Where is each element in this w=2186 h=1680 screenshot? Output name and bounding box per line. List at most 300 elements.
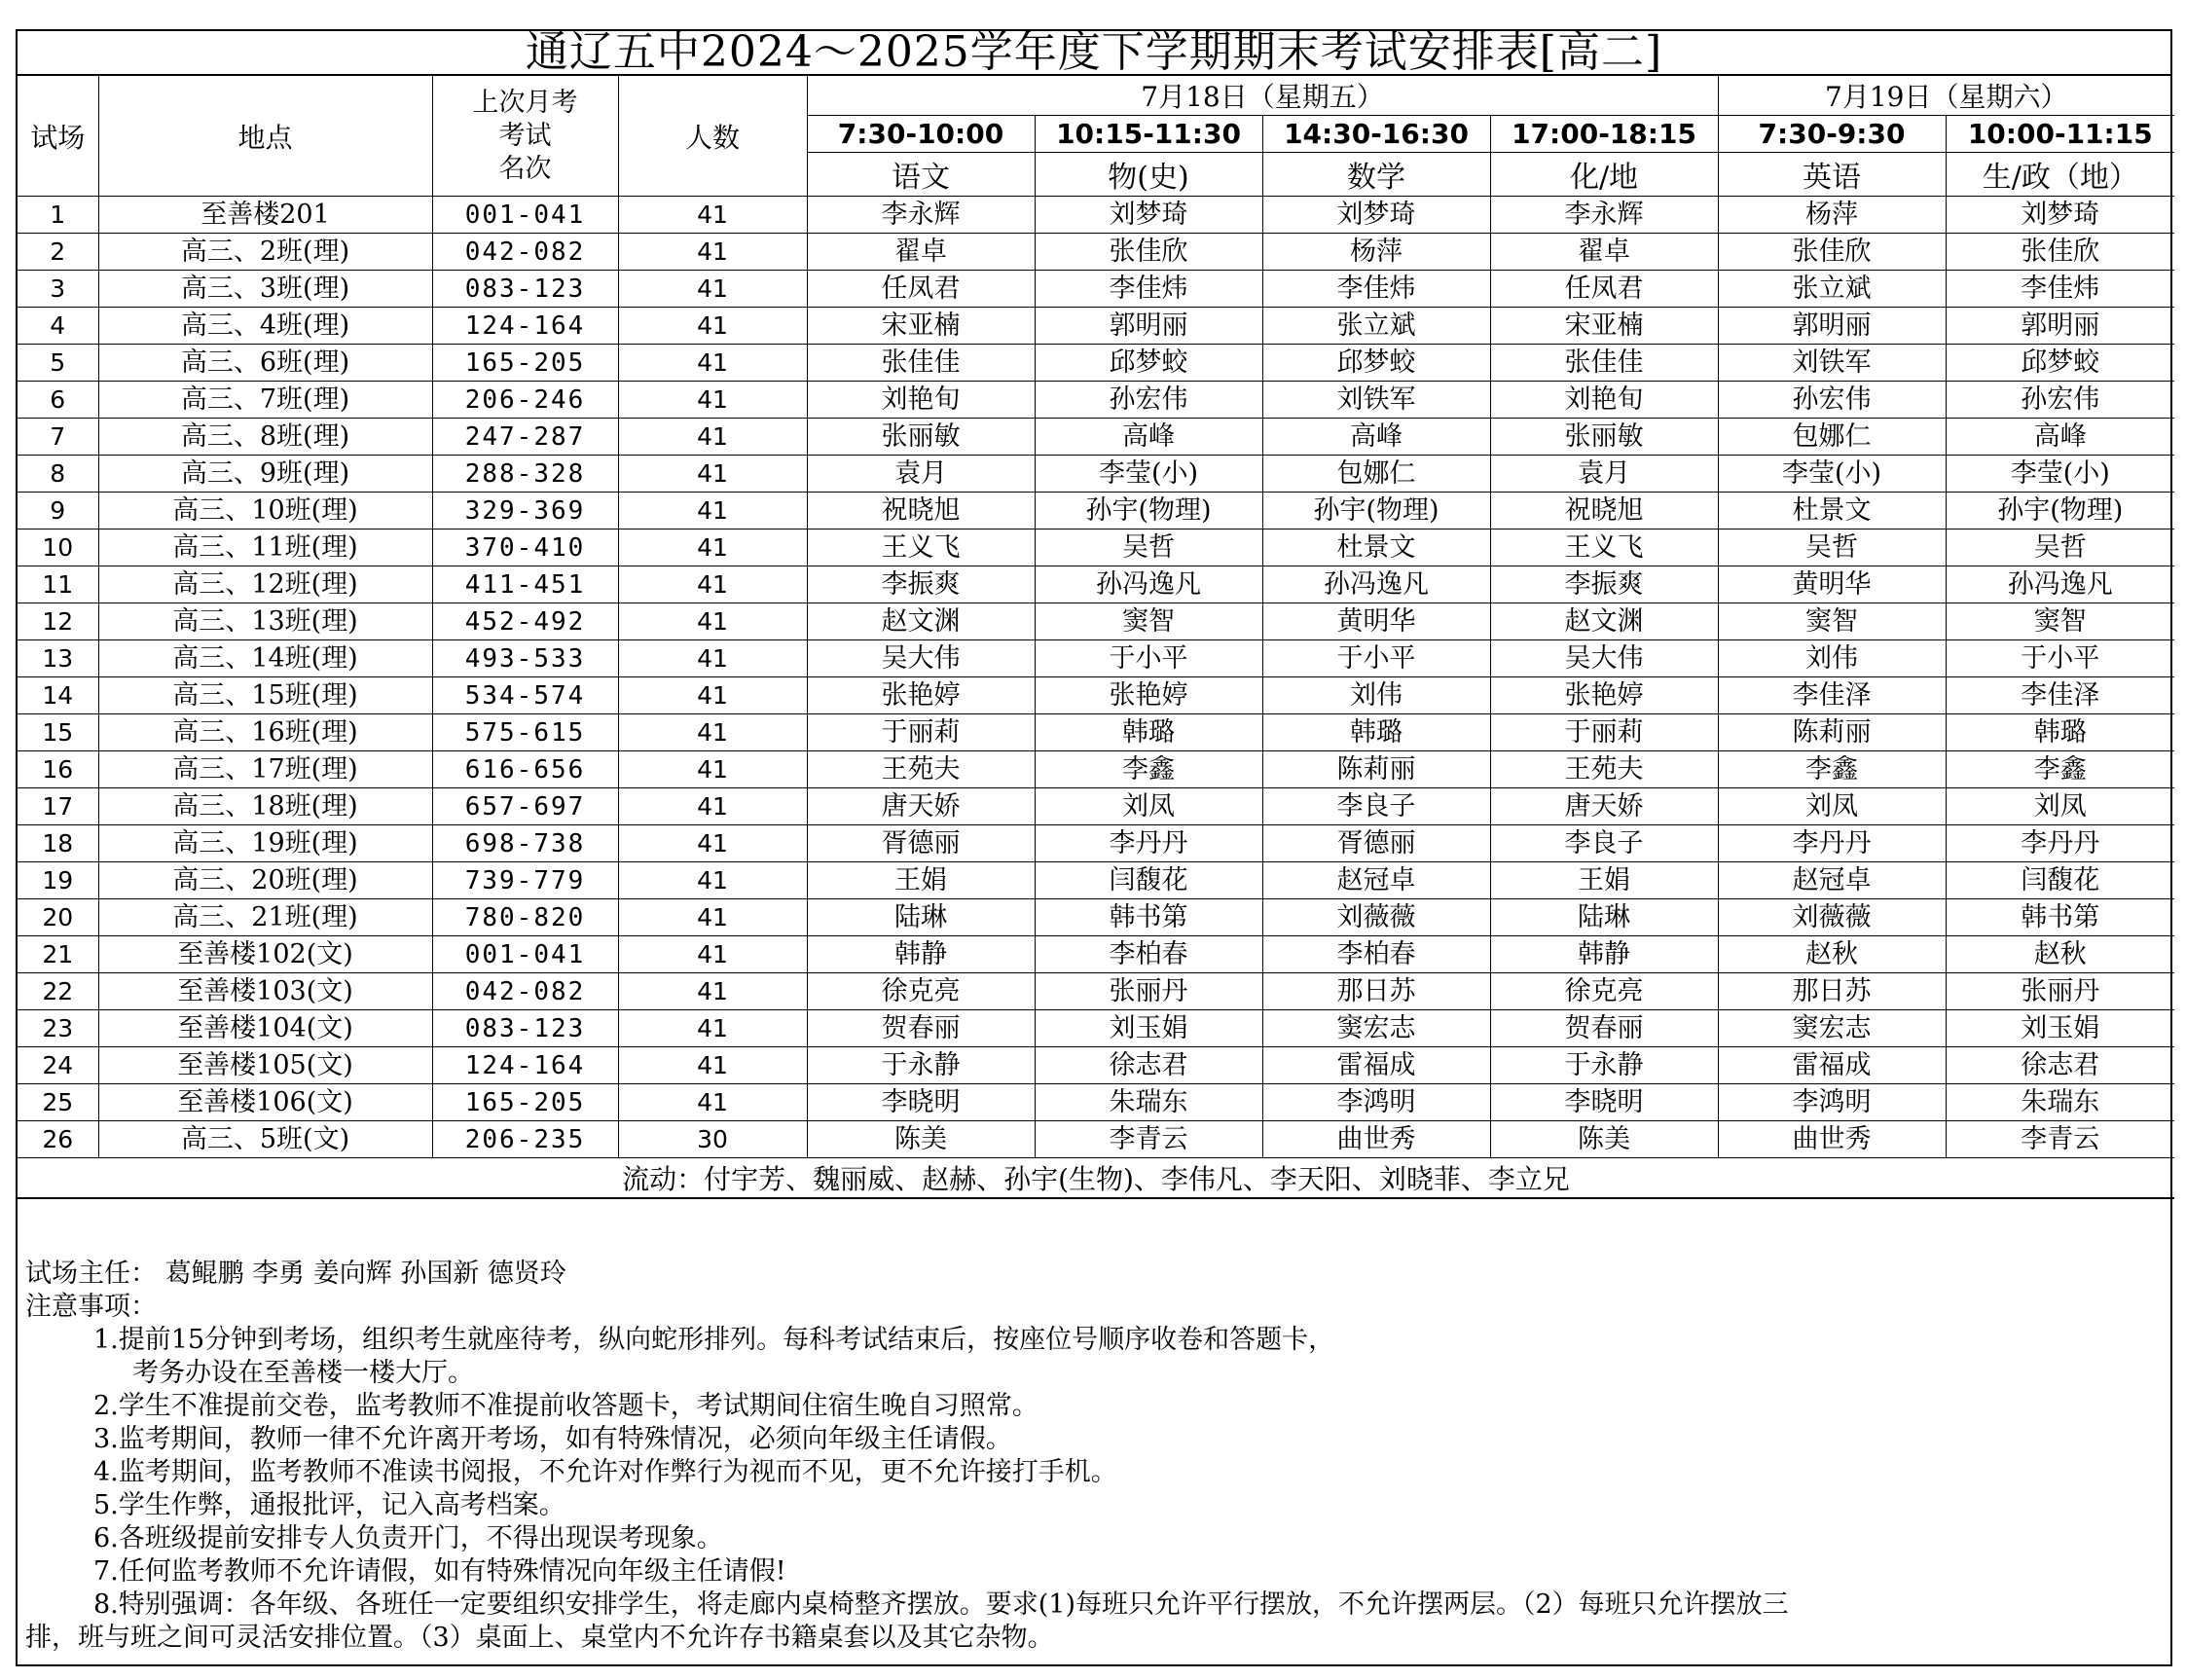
proctor-name: 孙宏伟 — [1035, 382, 1262, 419]
room-number: 4 — [18, 308, 98, 345]
room-number: 19 — [18, 862, 98, 899]
proctor-name: 徐克亮 — [807, 973, 1035, 1010]
proctor-name: 张佳欣 — [1946, 234, 2174, 271]
room-number: 7 — [18, 419, 98, 456]
exam-schedule-sheet — [16, 29, 2172, 1666]
room-number: 18 — [18, 825, 98, 862]
rank-range: 001-041 — [432, 197, 618, 234]
proctor-name: 于小平 — [1262, 640, 1490, 677]
student-count: 41 — [618, 419, 807, 456]
proctor-name: 邱梦蛟 — [1035, 345, 1262, 382]
proctor-name: 李良子 — [1262, 788, 1490, 825]
session-subject: 语文 — [807, 153, 1035, 197]
student-count: 41 — [618, 308, 807, 345]
room-location: 高三、6班(理) — [98, 345, 432, 382]
notes-heading: 注意事项： — [25, 1292, 157, 1322]
table-row — [18, 456, 2174, 493]
proctor-name: 刘玉娟 — [1946, 1010, 2174, 1047]
rank-range: 042-082 — [432, 234, 618, 271]
proctor-name: 贺春丽 — [1490, 1010, 1718, 1047]
proctor-name: 张丽敏 — [807, 419, 1035, 456]
proctor-name: 于永静 — [807, 1047, 1035, 1084]
proctor-name: 窦智 — [1035, 603, 1262, 640]
room-location: 高三、20班(理) — [98, 862, 432, 899]
proctor-name: 李晓明 — [807, 1084, 1035, 1121]
proctor-name: 郭明丽 — [1946, 308, 2174, 345]
rank-range: 452-492 — [432, 603, 618, 640]
table-row — [18, 677, 2174, 714]
proctor-name: 刘凤 — [1035, 788, 1262, 825]
proctor-name: 祝晓旭 — [1490, 493, 1718, 530]
room-location: 高三、3班(理) — [98, 271, 432, 308]
proctor-name: 张丽丹 — [1946, 973, 2174, 1010]
proctor-name: 孙冯逸凡 — [1262, 566, 1490, 603]
proctor-name: 邱梦蛟 — [1946, 345, 2174, 382]
proctor-name: 任凤君 — [1490, 271, 1718, 308]
proctor-name: 吴哲 — [1946, 530, 2174, 566]
proctor-name: 韩璐 — [1262, 714, 1490, 751]
proctor-name: 高峰 — [1262, 419, 1490, 456]
proctor-name: 高峰 — [1946, 419, 2174, 456]
student-count: 41 — [618, 345, 807, 382]
room-number: 8 — [18, 456, 98, 493]
room-number: 25 — [18, 1084, 98, 1121]
proctor-name: 张佳佳 — [1490, 345, 1718, 382]
proctor-name: 唐天娇 — [807, 788, 1035, 825]
proctor-name: 赵冠卓 — [1262, 862, 1490, 899]
proctor-name: 窦智 — [1718, 603, 1946, 640]
proctor-name: 刘铁军 — [1262, 382, 1490, 419]
proctor-name: 李佳泽 — [1718, 677, 1946, 714]
proctor-name: 刘薇薇 — [1262, 899, 1490, 936]
room-location: 高三、13班(理) — [98, 603, 432, 640]
proctor-name: 包娜仁 — [1718, 419, 1946, 456]
student-count: 41 — [618, 936, 807, 973]
table-row — [18, 714, 2174, 751]
proctor-name: 孙冯逸凡 — [1946, 566, 2174, 603]
proctor-name: 刘薇薇 — [1718, 899, 1946, 936]
proctor-name: 窦宏志 — [1718, 1010, 1946, 1047]
header-count: 人数 — [618, 76, 807, 197]
student-count: 41 — [618, 603, 807, 640]
proctor-name: 赵文渊 — [1490, 603, 1718, 640]
proctor-name: 袁月 — [807, 456, 1035, 493]
rank-range: 165-205 — [432, 345, 618, 382]
proctor-name: 胥德丽 — [807, 825, 1035, 862]
proctor-name: 张艳婷 — [1490, 677, 1718, 714]
floating-proctors-row — [18, 1158, 2174, 1199]
proctor-name: 李鑫 — [1946, 751, 2174, 788]
session-time: 17:00-18:15 — [1490, 116, 1718, 153]
rank-range: 534-574 — [432, 677, 618, 714]
schedule-table — [18, 76, 2174, 1199]
room-location: 高三、14班(理) — [98, 640, 432, 677]
student-count: 41 — [618, 271, 807, 308]
proctor-name: 李佳泽 — [1946, 677, 2174, 714]
note-item: 5.学生作弊，通报批评，记入高考档案。 — [93, 1490, 565, 1520]
proctor-name: 陈美 — [807, 1121, 1035, 1158]
proctor-name: 翟卓 — [807, 234, 1035, 271]
student-count: 41 — [618, 825, 807, 862]
proctor-name: 孙宏伟 — [1718, 382, 1946, 419]
student-count: 41 — [618, 714, 807, 751]
room-number: 17 — [18, 788, 98, 825]
room-location: 高三、12班(理) — [98, 566, 432, 603]
room-location: 至善楼201 — [98, 197, 432, 234]
room-location: 高三、5班(文) — [98, 1121, 432, 1158]
table-row — [18, 640, 2174, 677]
proctor-name: 宋亚楠 — [807, 308, 1035, 345]
room-location: 至善楼102(文) — [98, 936, 432, 973]
room-location: 高三、17班(理) — [98, 751, 432, 788]
rank-range: 657-697 — [432, 788, 618, 825]
header-location: 地点 — [98, 76, 432, 197]
room-location: 高三、10班(理) — [98, 493, 432, 530]
proctor-name: 刘艳旬 — [807, 382, 1035, 419]
proctor-name: 赵秋 — [1946, 936, 2174, 973]
rank-range: 124-164 — [432, 1047, 618, 1084]
proctor-name: 高峰 — [1035, 419, 1262, 456]
table-row — [18, 862, 2174, 899]
rank-range: 698-738 — [432, 825, 618, 862]
proctor-name: 闫馥花 — [1035, 862, 1262, 899]
proctor-name: 袁月 — [1490, 456, 1718, 493]
proctor-name: 孙冯逸凡 — [1035, 566, 1262, 603]
table-row — [18, 899, 2174, 936]
proctor-name: 朱瑞东 — [1035, 1084, 1262, 1121]
student-count: 30 — [618, 1121, 807, 1158]
proctor-name: 李鑫 — [1718, 751, 1946, 788]
proctor-name: 陈莉丽 — [1718, 714, 1946, 751]
room-number: 23 — [18, 1010, 98, 1047]
proctor-name: 刘玉娟 — [1035, 1010, 1262, 1047]
table-row — [18, 271, 2174, 308]
student-count: 41 — [618, 530, 807, 566]
proctor-name: 刘铁军 — [1718, 345, 1946, 382]
proctor-name: 孙宏伟 — [1946, 382, 2174, 419]
proctor-name: 陆琳 — [807, 899, 1035, 936]
proctor-name: 赵冠卓 — [1718, 862, 1946, 899]
room-number: 16 — [18, 751, 98, 788]
proctor-name: 包娜仁 — [1262, 456, 1490, 493]
proctor-name: 王娟 — [1490, 862, 1718, 899]
table-row — [18, 936, 2174, 973]
student-count: 41 — [618, 493, 807, 530]
session-subject: 物(史) — [1035, 153, 1262, 197]
proctor-name: 唐天娇 — [1490, 788, 1718, 825]
note-item: 8.特别强调：各年级、各班任一定要组织安排学生，将走廊内桌椅整齐摆放。要求(1)每班只允许平行摆放，不允许摆两层。（2）每班只允许摆放三 — [93, 1589, 1789, 1620]
student-count: 41 — [618, 1047, 807, 1084]
room-number: 3 — [18, 271, 98, 308]
table-row — [18, 345, 2174, 382]
proctor-name: 李丹丹 — [1946, 825, 2174, 862]
proctor-name: 韩璐 — [1035, 714, 1262, 751]
proctor-name: 吴哲 — [1718, 530, 1946, 566]
proctor-name: 张佳欣 — [1035, 234, 1262, 271]
rank-range: 411-451 — [432, 566, 618, 603]
proctor-name: 黄明华 — [1718, 566, 1946, 603]
proctor-name: 李良子 — [1490, 825, 1718, 862]
room-number: 24 — [18, 1047, 98, 1084]
proctor-name: 那日苏 — [1262, 973, 1490, 1010]
proctor-name: 李永辉 — [1490, 197, 1718, 234]
proctor-name: 吴大伟 — [807, 640, 1035, 677]
proctor-name: 杜景文 — [1262, 530, 1490, 566]
floating-proctors: 流动：付宇芳、魏丽威、赵赫、孙宇(生物)、李伟凡、李天阳、刘晓菲、李立兄 — [18, 1158, 2174, 1199]
proctor-name: 张丽敏 — [1490, 419, 1718, 456]
header-rank — [432, 76, 618, 197]
student-count: 41 — [618, 234, 807, 271]
student-count: 41 — [618, 973, 807, 1010]
proctor-name: 韩静 — [1490, 936, 1718, 973]
room-number: 11 — [18, 566, 98, 603]
proctor-name: 郭明丽 — [1035, 308, 1262, 345]
proctor-name: 陆琳 — [1490, 899, 1718, 936]
room-number: 13 — [18, 640, 98, 677]
proctor-name: 李鸿明 — [1718, 1084, 1946, 1121]
student-count: 41 — [618, 456, 807, 493]
proctor-name: 李晓明 — [1490, 1084, 1718, 1121]
student-count: 41 — [618, 862, 807, 899]
proctor-name: 李佳炜 — [1035, 271, 1262, 308]
proctor-name: 李青云 — [1035, 1121, 1262, 1158]
table-row — [18, 308, 2174, 345]
rank-range: 739-779 — [432, 862, 618, 899]
page-title: 通辽五中2024～2025学年度下学期期末考试安排表[高二] — [18, 31, 2170, 76]
proctor-name: 张佳欣 — [1718, 234, 1946, 271]
proctor-name: 雷福成 — [1718, 1047, 1946, 1084]
room-number: 2 — [18, 234, 98, 271]
proctor-name: 杜景文 — [1718, 493, 1946, 530]
proctor-name: 杨萍 — [1718, 197, 1946, 234]
rank-range: 329-369 — [432, 493, 618, 530]
proctor-name: 邱梦蛟 — [1262, 345, 1490, 382]
proctor-name: 窦宏志 — [1262, 1010, 1490, 1047]
note-item: 3.监考期间，教师一律不允许离开考场，如有特殊情况，必须向年级主任请假。 — [93, 1424, 1012, 1454]
room-location: 高三、15班(理) — [98, 677, 432, 714]
room-number: 1 — [18, 197, 98, 234]
student-count: 41 — [618, 677, 807, 714]
proctor-name: 吴哲 — [1035, 530, 1262, 566]
proctor-name: 张艳婷 — [807, 677, 1035, 714]
room-location: 高三、2班(理) — [98, 234, 432, 271]
proctor-name: 王娟 — [807, 862, 1035, 899]
proctor-name: 贺春丽 — [807, 1010, 1035, 1047]
proctor-name: 曲世秀 — [1718, 1121, 1946, 1158]
proctor-name: 王义飞 — [1490, 530, 1718, 566]
proctor-name: 韩书第 — [1035, 899, 1262, 936]
proctor-name: 李丹丹 — [1718, 825, 1946, 862]
room-number: 6 — [18, 382, 98, 419]
table-row — [18, 493, 2174, 530]
proctor-name: 孙宇(物理) — [1262, 493, 1490, 530]
table-row — [18, 1121, 2174, 1158]
proctor-name: 李莹(小) — [1946, 456, 2174, 493]
room-number: 26 — [18, 1121, 98, 1158]
room-number: 20 — [18, 899, 98, 936]
proctor-name: 于丽莉 — [1490, 714, 1718, 751]
session-subject: 生/政（地） — [1946, 153, 2174, 197]
room-location: 高三、9班(理) — [98, 456, 432, 493]
session-subject: 化/地 — [1490, 153, 1718, 197]
student-count: 41 — [618, 566, 807, 603]
note-item: 6.各班级提前安排专人负责开门，不得出现误考现象。 — [93, 1523, 723, 1553]
proctor-name: 曲世秀 — [1262, 1121, 1490, 1158]
room-number: 9 — [18, 493, 98, 530]
proctor-name: 胥德丽 — [1262, 825, 1490, 862]
proctor-name: 张佳佳 — [807, 345, 1035, 382]
note-item-continuation: 考务办设在至善楼一楼大厅。 — [132, 1358, 474, 1388]
table-row — [18, 1010, 2174, 1047]
proctor-name: 李柏春 — [1262, 936, 1490, 973]
header-room: 试场 — [18, 76, 98, 197]
proctor-name: 李鑫 — [1035, 751, 1262, 788]
proctor-name: 窦智 — [1946, 603, 2174, 640]
rank-range: 370-410 — [432, 530, 618, 566]
rank-range: 083-123 — [432, 1010, 618, 1047]
proctor-name: 于永静 — [1490, 1047, 1718, 1084]
room-location: 高三、21班(理) — [98, 899, 432, 936]
proctor-name: 李永辉 — [807, 197, 1035, 234]
session-subject: 英语 — [1718, 153, 1946, 197]
room-location: 至善楼106(文) — [98, 1084, 432, 1121]
student-count: 41 — [618, 1084, 807, 1121]
proctor-name: 翟卓 — [1490, 234, 1718, 271]
rank-range: 247-287 — [432, 419, 618, 456]
room-number: 14 — [18, 677, 98, 714]
proctor-name: 李振爽 — [1490, 566, 1718, 603]
header-rank-line: 考试 — [498, 120, 552, 151]
exam-directors: 试场主任： 葛鲲鹏 李勇 姜向辉 孙国新 德贤玲 — [25, 1259, 566, 1289]
proctor-name: 刘伟 — [1718, 640, 1946, 677]
room-number: 15 — [18, 714, 98, 751]
note-item-continuation: 排，班与班之间可灵活安排位置。（3）桌面上、桌堂内不允许存书籍桌套以及其它杂物。 — [25, 1623, 1054, 1653]
header-day-2: 7月19日（星期六） — [1718, 76, 2174, 116]
proctor-name: 韩静 — [807, 936, 1035, 973]
rank-range: 083-123 — [432, 271, 618, 308]
note-item: 2.学生不准提前交卷，监考教师不准提前收答题卡，考试期间住宿生晚自习照常。 — [93, 1391, 1038, 1421]
session-subject: 数学 — [1262, 153, 1490, 197]
room-number: 12 — [18, 603, 98, 640]
proctor-name: 宋亚楠 — [1490, 308, 1718, 345]
proctor-name: 李鸿明 — [1262, 1084, 1490, 1121]
proctor-name: 于小平 — [1035, 640, 1262, 677]
proctor-name: 陈莉丽 — [1262, 751, 1490, 788]
student-count: 41 — [618, 899, 807, 936]
table-row — [18, 788, 2174, 825]
room-location: 高三、16班(理) — [98, 714, 432, 751]
rank-range: 616-656 — [432, 751, 618, 788]
room-number: 5 — [18, 345, 98, 382]
proctor-name: 任凤君 — [807, 271, 1035, 308]
proctor-name: 刘凤 — [1718, 788, 1946, 825]
proctor-name: 孙宇(物理) — [1946, 493, 2174, 530]
room-location: 至善楼104(文) — [98, 1010, 432, 1047]
proctor-name: 刘伟 — [1262, 677, 1490, 714]
proctor-name: 于小平 — [1946, 640, 2174, 677]
table-row — [18, 973, 2174, 1010]
proctor-name: 张艳婷 — [1035, 677, 1262, 714]
room-location: 至善楼105(文) — [98, 1047, 432, 1084]
header-rank-line: 上次月考 — [472, 87, 578, 118]
note-item: 1.提前15分钟到考场，组织考生就座待考，纵向蛇形排列。每科考试结束后，按座位号顺序收卷和答题卡， — [93, 1325, 1335, 1355]
proctor-name: 祝晓旭 — [807, 493, 1035, 530]
table-row — [18, 234, 2174, 271]
proctor-name: 雷福成 — [1262, 1047, 1490, 1084]
room-location: 高三、11班(理) — [98, 530, 432, 566]
proctor-name: 李振爽 — [807, 566, 1035, 603]
room-number: 22 — [18, 973, 98, 1010]
proctor-name: 徐志君 — [1035, 1047, 1262, 1084]
proctor-name: 刘艳旬 — [1490, 382, 1718, 419]
proctor-name: 张立斌 — [1262, 308, 1490, 345]
rank-range: 493-533 — [432, 640, 618, 677]
note-item: 7.任何监考教师不允许请假，如有特殊情况向年级主任请假! — [93, 1556, 786, 1587]
proctor-name: 徐志君 — [1946, 1047, 2174, 1084]
room-location: 高三、18班(理) — [98, 788, 432, 825]
rank-range: 575-615 — [432, 714, 618, 751]
notes-section — [18, 1199, 2170, 1655]
proctor-name: 李佳炜 — [1946, 271, 2174, 308]
proctor-name: 吴大伟 — [1490, 640, 1718, 677]
rank-range: 165-205 — [432, 1084, 618, 1121]
student-count: 41 — [618, 197, 807, 234]
room-location: 高三、7班(理) — [98, 382, 432, 419]
session-time: 10:15-11:30 — [1035, 116, 1262, 153]
proctor-name: 于丽莉 — [807, 714, 1035, 751]
proctor-name: 李佳炜 — [1262, 271, 1490, 308]
rank-range: 288-328 — [432, 456, 618, 493]
room-location: 高三、4班(理) — [98, 308, 432, 345]
header-rank-line: 名次 — [498, 153, 552, 184]
table-row — [18, 1084, 2174, 1121]
table-row — [18, 751, 2174, 788]
proctor-name: 李莹(小) — [1718, 456, 1946, 493]
proctor-name: 那日苏 — [1718, 973, 1946, 1010]
table-row — [18, 566, 2174, 603]
proctor-name: 李柏春 — [1035, 936, 1262, 973]
table-row — [18, 530, 2174, 566]
rank-range: 042-082 — [432, 973, 618, 1010]
room-location: 高三、8班(理) — [98, 419, 432, 456]
proctor-name: 陈美 — [1490, 1121, 1718, 1158]
proctor-name: 赵秋 — [1718, 936, 1946, 973]
proctor-name: 张立斌 — [1718, 271, 1946, 308]
proctor-name: 张丽丹 — [1035, 973, 1262, 1010]
proctor-name: 李青云 — [1946, 1121, 2174, 1158]
header-day-1: 7月18日（星期五） — [807, 76, 1718, 116]
table-row — [18, 603, 2174, 640]
session-time: 7:30-9:30 — [1718, 116, 1946, 153]
student-count: 41 — [618, 382, 807, 419]
proctor-name: 黄明华 — [1262, 603, 1490, 640]
room-location: 至善楼103(文) — [98, 973, 432, 1010]
proctor-name: 刘凤 — [1946, 788, 2174, 825]
table-row — [18, 419, 2174, 456]
proctor-name: 韩璐 — [1946, 714, 2174, 751]
proctor-name: 王苑夫 — [807, 751, 1035, 788]
rank-range: 124-164 — [432, 308, 618, 345]
proctor-name: 闫馥花 — [1946, 862, 2174, 899]
student-count: 41 — [618, 640, 807, 677]
student-count: 41 — [618, 788, 807, 825]
proctor-name: 徐克亮 — [1490, 973, 1718, 1010]
proctor-name: 李莹(小) — [1035, 456, 1262, 493]
table-row — [18, 382, 2174, 419]
proctor-name: 赵文渊 — [807, 603, 1035, 640]
proctor-name: 王义飞 — [807, 530, 1035, 566]
student-count: 41 — [618, 1010, 807, 1047]
